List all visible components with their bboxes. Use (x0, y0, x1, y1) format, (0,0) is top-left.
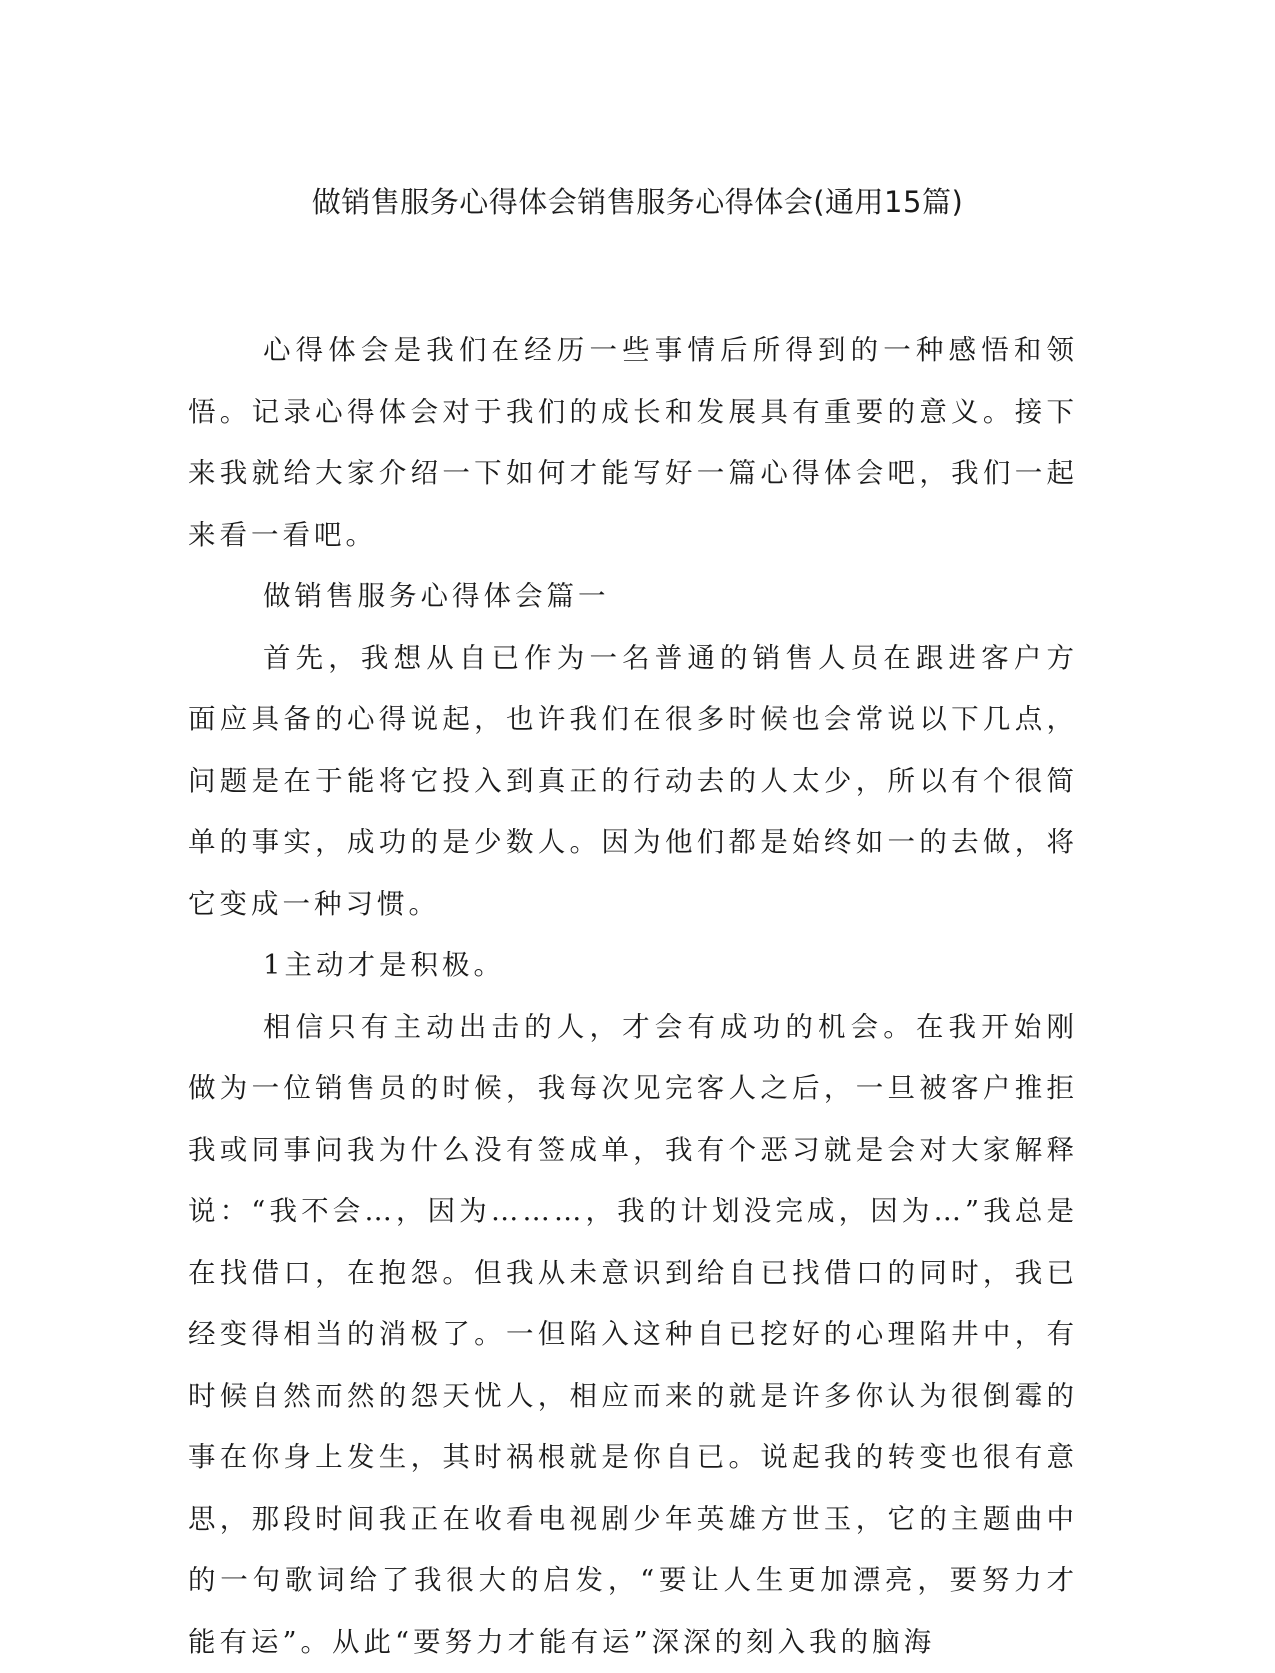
point-heading: 1主动才是积极。 (188, 935, 1078, 997)
body-paragraph: 相信只有主动出击的人，才会有成功的机会。在我开始刚做为一位销售员的时候，我每次见完客人之后，一旦被客户推拒我或同事问我为什么没有签成单，我有个恶习就是会对大家解释说：“我不会…，因为………，我的计划没完成，因为…”我总是在找借口，在抱怨。但我从未意识到给自已找借口的同时，我已经变得相当的消极了。一但陷入这种自已挖好的心理陷井中，有时候自然而然的怨天忧人，相应而来的就是许多你认为很倒霉的事在你身上发生，其时祸根就是你自已。说起我的转变也很有意思，那段时间我正在收看电视剧少年英雄方世玉，它的主题曲中的一句歌词给了我很大的启发，“要让人生更加漂亮，要努力才能有运”。从此“要努力才能有运”深深的刻入我的脑海 (188, 997, 1078, 1673)
document-title: 做销售服务心得体会销售服务心得体会(通用15篇) (0, 180, 1275, 224)
document-body (188, 320, 1078, 1673)
section-heading: 做销售服务心得体会篇一 (188, 566, 1078, 628)
intro-paragraph: 心得体会是我们在经历一些事情后所得到的一种感悟和领悟。记录心得体会对于我们的成长和发展具有重要的意义。接下来我就给大家介绍一下如何才能写好一篇心得体会吧，我们一起来看一看吧。 (188, 320, 1078, 566)
body-paragraph: 首先，我想从自已作为一名普通的销售人员在跟进客户方面应具备的心得说起，也许我们在很多时候也会常说以下几点，问题是在于能将它投入到真正的行动去的人太少，所以有个很简单的事实，成功的是少数人。因为他们都是始终如一的去做，将它变成一种习惯。 (188, 628, 1078, 936)
